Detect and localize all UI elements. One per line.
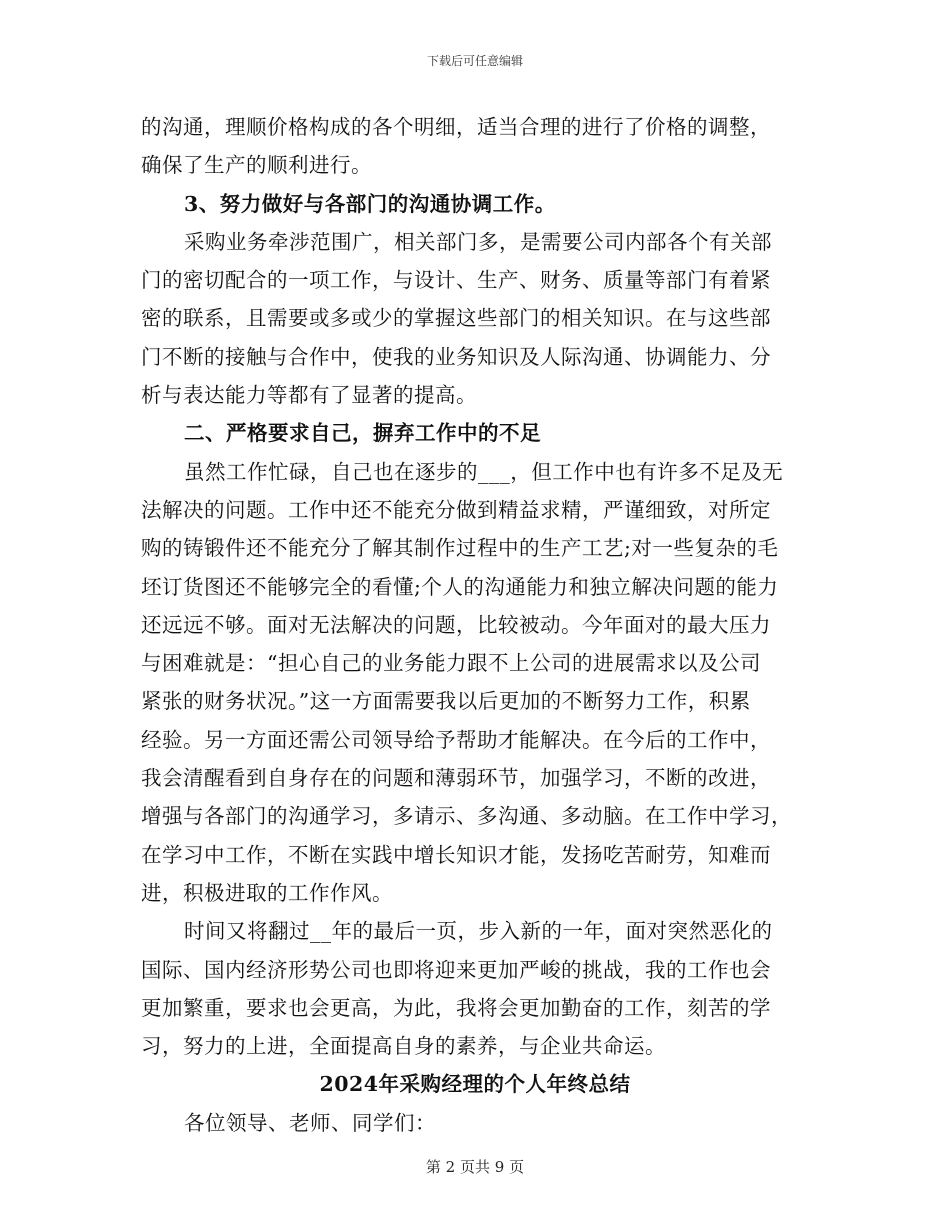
text-line: 二、严格要求自己，摒弃工作中的不足 — [184, 421, 541, 446]
text-line: 我会清醒看到自身存在的问题和薄弱环节，加强学习，不断的改进， — [141, 766, 771, 791]
text-line: 虽然工作忙碌，自己也在逐步的___，但工作中也有许多不足及无 — [184, 459, 784, 484]
page-header: 下载后可任意编辑 — [426, 54, 523, 68]
text-line: 采购业务牵涉范围广，相关部门多，是需要公司内部各个有关部 — [184, 229, 772, 254]
text-line: 经验。另一方面还需公司领导给予帮助才能解决。在今后的工作中， — [141, 727, 771, 752]
text-line: 析与表达能力等都有了显著的提高。 — [141, 383, 477, 408]
text-line: 紧张的财务状况。”这一方面需要我以后更加的不断努力工作，积累 — [141, 689, 751, 714]
text-line: 增强与各部门的沟通学习，多请示、多沟通、多动脑。在工作中学习， — [141, 804, 792, 829]
document-body — [141, 108, 809, 1142]
text-line: 密的联系，且需要或多或少的掌握这些部门的相关知识。在与这些部 — [141, 306, 771, 331]
text-line: 门的密切配合的一项工作，与设计、生产、财务、质量等部门有着紧 — [141, 268, 771, 293]
text-line: 习，努力的上进，全面提高自身的素养，与企业共命运。 — [141, 1034, 666, 1059]
text-line: 确保了生产的顺利进行。 — [141, 153, 372, 178]
text-line: 购的铸锻件还不能充分了解其制作过程中的生产工艺;对一些复杂的毛 — [141, 536, 779, 561]
text-line: 2024年采购经理的个人年终总结 — [319, 1072, 631, 1097]
text-line: 门不断的接触与合作中，使我的业务知识及人际沟通、协调能力、分 — [141, 344, 771, 369]
text-line: 在学习中工作，不断在实践中增长知识才能，发扬吃苦耐劳，知难而 — [141, 842, 771, 867]
text-line: 坯订货图还不能够完全的看懂;个人的沟通能力和独立解决问题的能力 — [141, 574, 779, 599]
text-line: 国际、国内经济形势公司也即将迎来更加严峻的挑战，我的工作也会 — [141, 957, 771, 982]
text-line: 的沟通，理顺价格构成的各个明细，适当合理的进行了价格的调整， — [141, 115, 771, 139]
text-line: 更加繁重，要求也会更高，为此，我将会更加勤奋的工作，刻苦的学 — [141, 995, 771, 1020]
page-footer: 第 2 页共 9 页 — [425, 1158, 525, 1176]
text-line: 时间又将翻过__年的最后一页，步入新的一年，面对突然恶化的 — [184, 919, 773, 944]
text-line: 进，积极进取的工作作风。 — [141, 880, 393, 905]
text-line: 与困难就是：“担心自己的业务能力跟不上公司的进展需求以及公司 — [141, 651, 761, 676]
text-line: 还远远不够。面对无法解决的问题，比较被动。今年面对的最大压力 — [141, 612, 771, 637]
text-line: 各位领导、老师、同学们： — [184, 1110, 436, 1135]
text-line: 3、努力做好与各部门的沟通协调工作。 — [184, 191, 556, 216]
text-line: 法解决的问题。工作中还不能充分做到精益求精，严谨细致，对所定 — [141, 497, 771, 522]
